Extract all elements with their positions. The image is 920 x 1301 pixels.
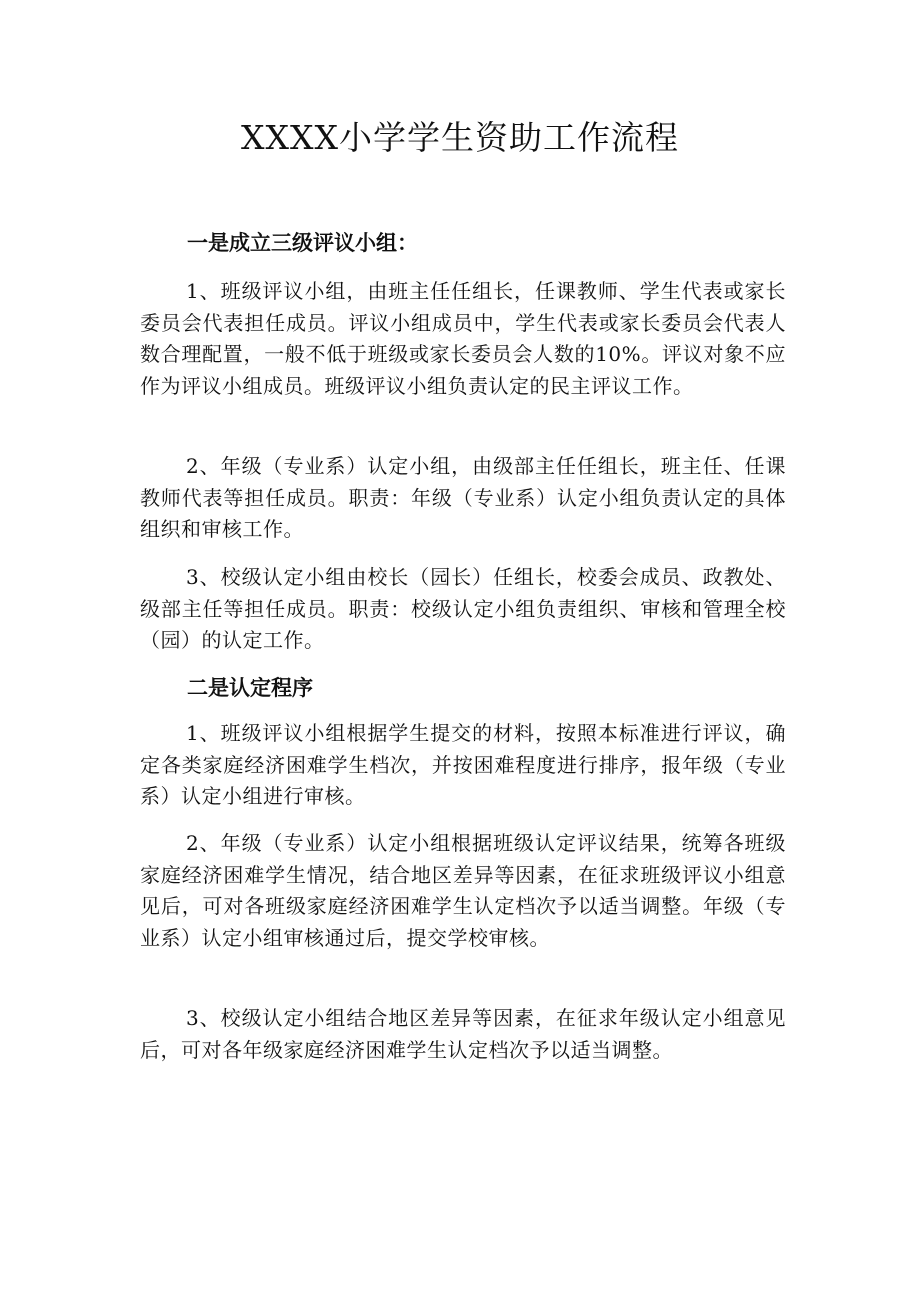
- paragraph-school-review: 3、校级认定小组结合地区差异等因素，在征求年级认定小组意见后，可对各年级家庭经济困难学生认定档次予以适当调整。: [140, 1006, 786, 1062]
- paragraph-class-review: 1、班级评议小组根据学生提交的材料，按照本标准进行评议，确定各类家庭经济困难学生档次，并按困难程度进行排序，报年级（专业系）认定小组进行审核。: [140, 721, 786, 808]
- paragraph-school-committee: 3、校级认定小组由校长（园长）任组长，校委会成员、政教处、级部主任等担任成员。职责：校级认定小组负责组织、审核和管理全校（园）的认定工作。: [140, 565, 786, 652]
- section-heading-committee: 一是成立三级评议小组：: [187, 231, 418, 255]
- section-heading-procedure: 二是认定程序: [187, 676, 313, 700]
- paragraph-grade-review: 2、年级（专业系）认定小组根据班级认定评议结果，统筹各班级家庭经济困难学生情况，结合地区差异等因素，在征求班级评议小组意见后，可对各班级家庭经济困难学生认定档次予以适当调整。年级（专业系）认定小组审核通过后，提交学校审核。: [140, 831, 786, 950]
- paragraph-grade-committee: 2、年级（专业系）认定小组，由级部主任任组长，班主任、任课教师代表等担任成员。职责：年级（专业系）认定小组负责认定的具体组织和审核工作。: [140, 454, 786, 541]
- paragraph-class-committee: 1、班级评议小组，由班主任任组长，任课教师、学生代表或家长委员会代表担任成员。评议小组成员中，学生代表或家长委员会代表人数合理配置，一般不低于班级或家长委员会人数的10%。评议对象不应作为评议小组成员。班级评议小组负责认定的民主评议工作。: [140, 279, 786, 398]
- document-title: XXXX小学学生资助工作流程: [241, 118, 679, 157]
